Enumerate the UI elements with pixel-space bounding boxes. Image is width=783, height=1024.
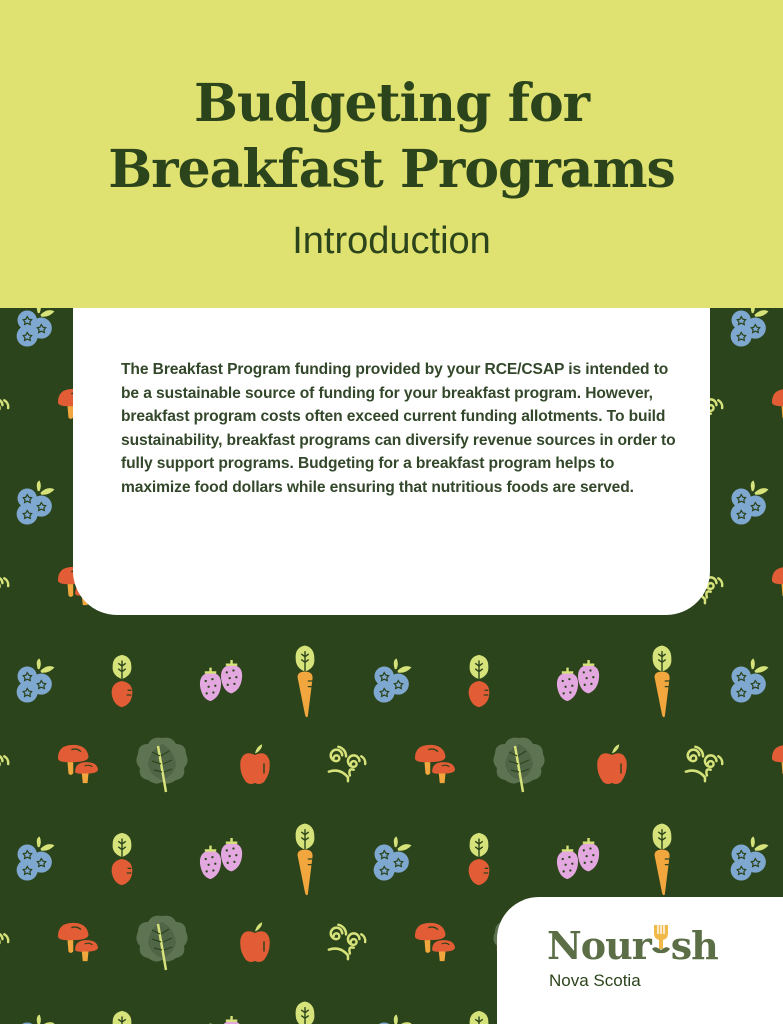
kale-icon	[134, 734, 190, 794]
beet-icon	[108, 1008, 136, 1024]
mushroom-icon	[411, 921, 459, 963]
page-subtitle: Introduction	[292, 220, 491, 262]
strawberries-icon	[197, 1015, 247, 1024]
kale-icon	[134, 912, 190, 972]
strawberries-icon	[197, 659, 247, 703]
apple-icon	[237, 920, 273, 964]
blueberries-icon	[371, 1012, 415, 1024]
mushroom-icon	[411, 743, 459, 785]
blueberries-icon	[371, 656, 415, 706]
carrot-icon	[291, 998, 319, 1024]
fork-icon	[651, 929, 671, 959]
fiddlehead-icon	[0, 922, 12, 962]
beet-icon	[108, 830, 136, 888]
header-band	[0, 0, 783, 308]
logo-box	[497, 897, 783, 1024]
beet-icon	[465, 1008, 493, 1024]
blueberries-icon	[728, 656, 772, 706]
carrot-icon	[291, 642, 319, 720]
strawberries-icon	[197, 837, 247, 881]
mushroom-icon	[768, 743, 783, 785]
carrot-icon	[648, 820, 676, 898]
fiddlehead-icon	[0, 388, 12, 428]
kale-icon	[491, 734, 547, 794]
mushroom-icon	[54, 921, 102, 963]
fiddlehead-icon	[0, 744, 12, 784]
page-title-line-2: Breakfast Programs	[108, 139, 675, 200]
blueberries-icon	[371, 834, 415, 884]
apple-icon	[594, 742, 630, 786]
logo-subtitle: Nova Scotia	[549, 971, 641, 990]
beet-icon	[108, 652, 136, 710]
strawberries-icon	[554, 837, 604, 881]
blueberries-icon	[728, 834, 772, 884]
strawberries-icon	[554, 659, 604, 703]
nourish-logo	[547, 923, 718, 968]
carrot-icon	[648, 642, 676, 720]
blueberries-icon	[14, 478, 58, 528]
blueberries-icon	[728, 478, 772, 528]
intro-card	[73, 308, 710, 615]
beet-icon	[465, 830, 493, 888]
fiddlehead-icon	[0, 566, 12, 606]
fiddlehead-icon	[325, 744, 369, 784]
blueberries-icon	[14, 308, 58, 350]
fiddlehead-icon	[682, 744, 726, 784]
blueberries-icon	[14, 1012, 58, 1024]
logo-wordmark-end: sh	[670, 923, 718, 968]
carrot-icon	[291, 820, 319, 898]
blueberries-icon	[14, 834, 58, 884]
blueberries-icon	[728, 308, 772, 350]
apple-icon	[237, 742, 273, 786]
fiddlehead-icon	[325, 922, 369, 962]
page-title-line-1: Budgeting for	[193, 73, 590, 134]
mushroom-icon	[768, 565, 783, 607]
mushroom-icon	[768, 387, 783, 429]
blueberries-icon	[14, 656, 58, 706]
beet-icon	[465, 652, 493, 710]
intro-paragraph: The Breakfast Program funding provided by your RCE/CSAP is intended to be a sustainable source of funding for your breakfast program. However, breakfast program costs often exceed current funding allotments. To build sustainability, breakfast programs can diversify revenue sources in order to fully support programs. Budgeting for a breakfast program helps to maximize food dollars while ensuring that nutritious foods are served.	[121, 361, 676, 496]
logo-wordmark-start: Nour	[547, 923, 651, 968]
mushroom-icon	[54, 743, 102, 785]
